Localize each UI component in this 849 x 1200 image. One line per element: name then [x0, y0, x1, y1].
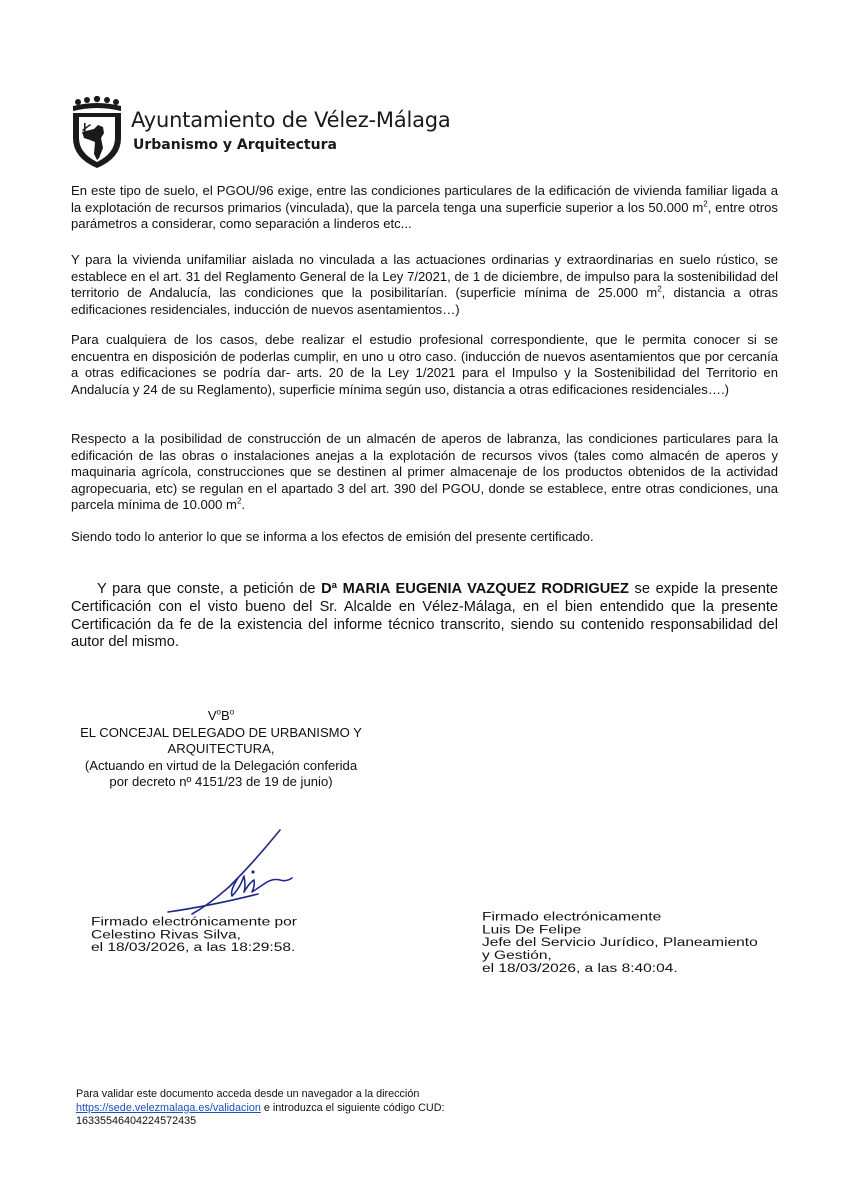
department-name: Urbanismo y Arquitectura	[133, 137, 337, 153]
organization-name: Ayuntamiento de Vélez-Málaga	[131, 108, 451, 132]
vobo-line: (Actuando en virtud de la Delegación conferida	[84, 757, 358, 773]
vobo-line: EL CONCEJAL DELEGADO DE URBANISMO Y	[80, 724, 362, 740]
paragraph-vivienda-no-vinculada: Y para la vivienda unifamiliar aislada no vinculada a las actuaciones ordinarias y extraordinarias en suelo rústico, se establece en el art. 31 del Reglamento General de la Ley 7/2021, de 1 de diciembre, de impulso para la sostenibilidad del territorio de Andalucía, las condiciones que la posibilitarían. (superficie mínima de 25.000 $m^2$, distancia a otras edificaciones residenciales, inducción de nuevos asentamientos…)	[71, 252, 778, 317]
coat-of-arms-logo	[70, 96, 124, 170]
certification-paragraph: Y para que conste, a petición de Dª MARIA EUGENIA VAZQUEZ RODRIGUEZ se expide la presente Certificación con el visto bueno del Sr. Alcalde en Vélez-Málaga, en el bien entendido que la presente Certificación da fe de la existencia del informe técnico transcrito, siendo su contenido responsabilidad del autor del mismo.	[71, 581, 778, 651]
paragraph-suelo: En este tipo de suelo, el PGOU/96 exige, entre las condiciones particulares de la edificación de vivienda familiar ligada a la explotación de recursos primarios (vinculada), que la parcela tenga una superficie superior a los 50.000 $m^2$, entre otros parámetros a considerar, como separación a linderos etc...	[71, 183, 778, 231]
electronic-signature-right: Firmado electrónicamente Luis De Felipe Jefe del Servicio Jurídico, Planeamiento y Gestión, el 18/03/2026, a las 8:40:04.	[482, 910, 758, 975]
electronic-signature-left: Firmado electrónicamente por Celestino Rivas Silva, el 18/03/2026, a las 18:29:58.	[91, 915, 297, 955]
vobo-line: por decreto nº 4151/23 de 19 de junio)	[109, 774, 333, 790]
vobo-heading: $V^oB^o$	[207, 707, 235, 723]
paragraph-almacen-aperos: Respecto a la posibilidad de construcción de un almacén de aperos de labranza, las condiciones particulares para la edificación de las obras o instalaciones anejas a la explotación de recursos vivos (tales como almacén de aperos y maquinaria agrícola, construcciones que se destinen al primer almacenaje de los productos obtenidos de la actividad agropecuaria, etc) se regulan en el apartado 3 del art. 390 del PGOU, donde se establece, entre otras condiciones, una parcela mínima de 10.000 $m^2$.	[71, 431, 778, 512]
vobo-block	[60, 708, 382, 791]
cud-code: 16335546404224572435	[76, 1115, 197, 1127]
handwritten-signature	[160, 826, 300, 920]
validation-footer: Para validar este documento acceda desde un navegador a la dirección https://sede.velezmalaga.es/validacion e introduzca el siguiente código CUD: 16335546404224572435	[76, 1088, 445, 1127]
paragraph-conclusion: Siendo todo lo anterior lo que se informa a los efectos de emisión del presente certificado.	[71, 529, 594, 544]
paragraph-estudio-profesional: Para cualquiera de los casos, debe realizar el estudio profesional correspondiente, que le permita conocer si se encuentra en disposición de poderlas cumplir, en uno u otro caso. (inducción de nuevos asentamientos que por cercanía a otras edificaciones se podría dar- arts. 20 de la Ley 1/2021 para el Impulso y la Sostenibilidad del Territorio en Andalucía y 24 de su Reglamento), superficie mínima según uso, distancia a otras edificaciones residenciales….)	[71, 332, 778, 397]
vobo-line: ARQUITECTURA,	[167, 741, 275, 757]
footer-instructions: Para validar este documento acceda desde un navegador a la dirección	[76, 1088, 420, 1100]
applicant-name: Dª MARIA EUGENIA VAZQUEZ RODRIGUEZ	[321, 581, 629, 597]
validation-link[interactable]: https://sede.velezmalaga.es/validacion	[76, 1101, 261, 1114]
